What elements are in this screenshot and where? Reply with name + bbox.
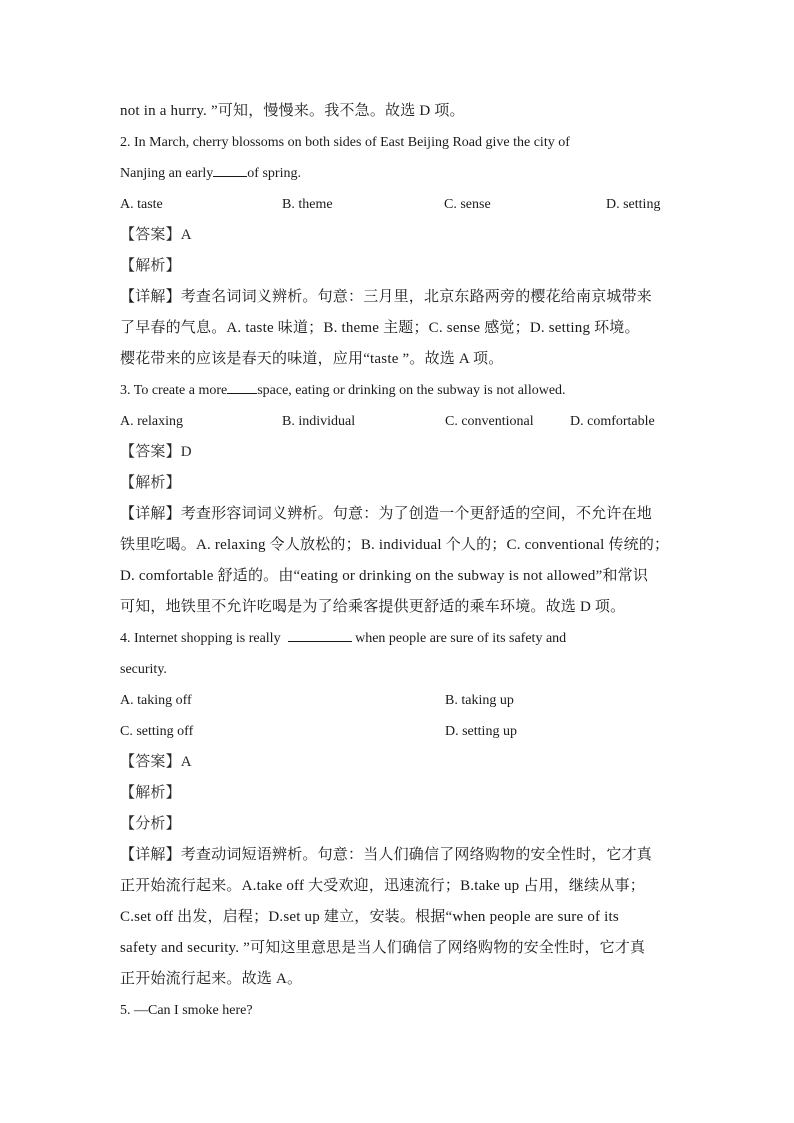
option-a: A. relaxing: [120, 414, 183, 429]
detail-line: 【详解】考查形容词词义辨析。句意：为了创造一个更舒适的空间，不允许在地: [120, 506, 653, 522]
question-5-stem: 5. —Can I smoke here?: [120, 1003, 253, 1018]
question-4-text-a: 4. Internet shopping is really: [120, 631, 281, 646]
question-2-stem-cont: [120, 158, 676, 189]
option-d: D. setting up: [445, 724, 517, 739]
option-b: B. individual: [282, 414, 356, 429]
answer-blank: [288, 625, 352, 642]
option-b: B. theme: [282, 197, 333, 212]
detail-line: 正开始流行起来。A.take off 大受欢迎，迅速流行；B.take up 占用，继续从事；: [120, 878, 645, 894]
text-line: not in a hurry. ”可知，慢慢来。我不急。故选 D 项。: [120, 103, 465, 119]
answer-label: 【答案】A: [120, 754, 192, 770]
analysis-label: 【解析】: [120, 475, 181, 491]
question-3-stem: [120, 375, 676, 406]
option-d: D. comfortable: [570, 414, 655, 429]
option-c: C. sense: [444, 197, 491, 212]
answer-label: 【答案】D: [120, 444, 192, 460]
detail-line: 樱花带来的应该是春天的味道，应用“taste ”。故选 A 项。: [120, 351, 504, 367]
document-body: [120, 96, 676, 1026]
detail-line: 【详解】考查名词词义辨析。句意：三月里，北京东路两旁的樱花给南京城带来: [120, 289, 653, 305]
question-3-text-a: 3. To create a more: [120, 383, 228, 398]
detail-line: safety and security. ”可知这里意思是当人们确信了网络购物的安全性时，它才真: [120, 940, 646, 956]
detail-line: 铁里吃喝。A. relaxing 令人放松的；B. individual 个人的；C. conventional 传统的；: [120, 537, 670, 553]
question-2-text-b: of spring.: [247, 166, 301, 181]
question-2-text-a: Nanjing an early: [120, 166, 214, 181]
option-a: A. taking off: [120, 693, 192, 708]
question-4-stem-cont: security.: [120, 662, 167, 677]
option-b: B. taking up: [445, 693, 514, 708]
analysis-label: 【解析】: [120, 785, 181, 801]
detail-line: D. comfortable 舒适的。由“eating or drinking on the subway is not allowed”和常识: [120, 568, 649, 584]
option-a: A. taste: [120, 197, 163, 212]
question-4-options-row2: [120, 716, 676, 747]
question-4-text-b: when people are sure of its safety and: [355, 631, 567, 646]
option-d: D. setting: [606, 197, 661, 212]
analysis-label: 【解析】: [120, 258, 181, 274]
answer-blank: [227, 377, 257, 394]
question-3-text-b: space, eating or drinking on the subway is not allowed.: [257, 383, 566, 398]
option-c: C. conventional: [445, 414, 534, 429]
question-3-options: [120, 406, 676, 437]
fenxi-label: 【分析】: [120, 816, 181, 832]
detail-line: 正开始流行起来。故选 A。: [120, 971, 303, 987]
detail-line: 【详解】考查动词短语辨析。句意：当人们确信了网络购物的安全性时，它才真: [120, 847, 653, 863]
question-2-stem: 2. In March, cherry blossoms on both sides of East Beijing Road give the city of: [120, 135, 570, 150]
question-2-options: [120, 189, 676, 220]
detail-line: 了早春的气息。A. taste 味道；B. theme 主题；C. sense 感觉；D. setting 环境。: [120, 320, 640, 336]
detail-line: C.set off 出发，启程；D.set up 建立，安装。根据“when people are sure of its: [120, 909, 619, 925]
answer-label: 【答案】A: [120, 227, 192, 243]
question-4-options-row1: [120, 685, 676, 716]
question-4-stem: [120, 623, 676, 654]
option-c: C. setting off: [120, 724, 194, 739]
detail-line: 可知，地铁里不允许吃喝是为了给乘客提供更舒适的乘车环境。故选 D 项。: [120, 599, 626, 615]
answer-blank: [213, 160, 247, 177]
